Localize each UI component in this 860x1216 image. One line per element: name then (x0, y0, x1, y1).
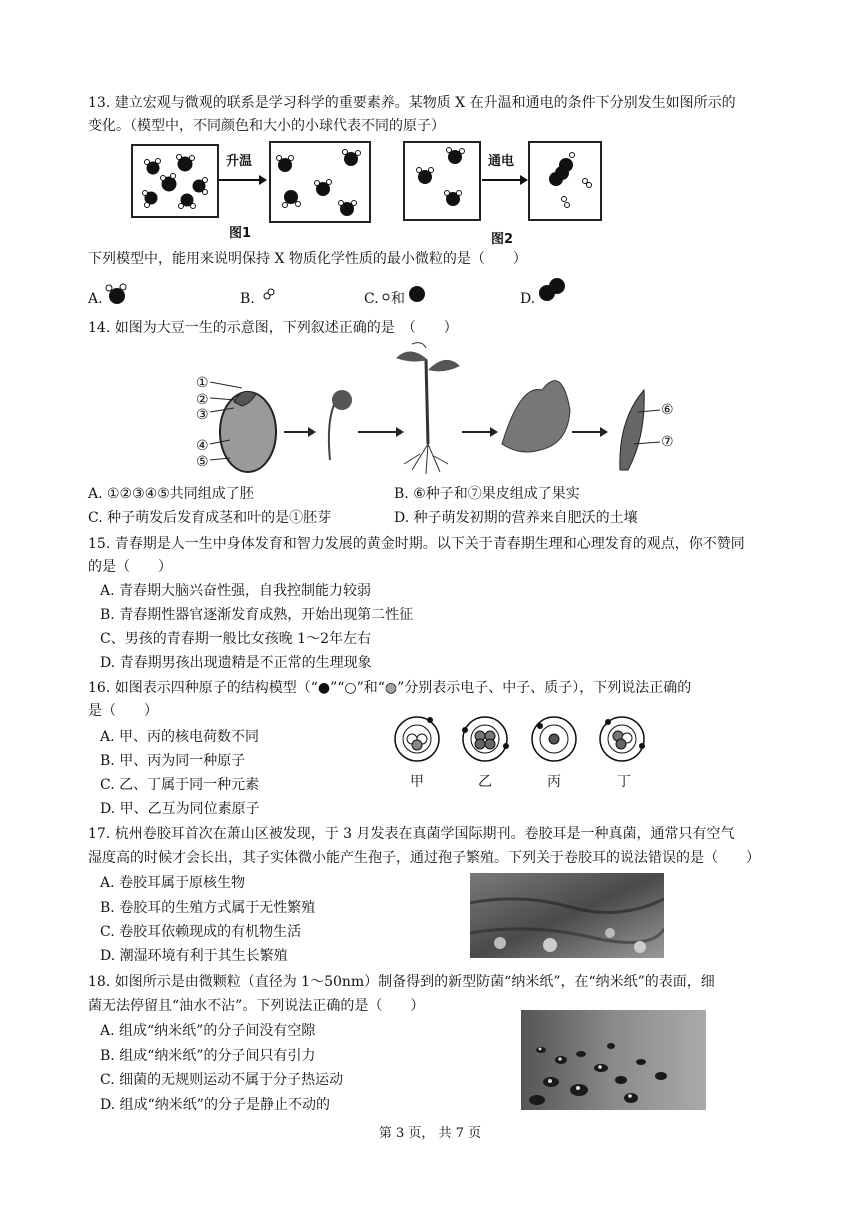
seed-label-5: ⑤ (196, 454, 209, 470)
oxygen-molecule-icon (538, 277, 566, 303)
q15-stem-line2: 的是（ ） (88, 559, 172, 575)
water-molecules-icon (271, 143, 369, 221)
q13-option-c[interactable]: C. (364, 291, 379, 307)
q18-option-c[interactable]: C. 细菌的无规则运动不属于分子热运动 (100, 1072, 344, 1088)
seed-label-4: ④ (196, 438, 209, 454)
arrow-icon (217, 172, 267, 188)
q16-option-a[interactable]: A. 甲、丙的核电荷数不同 (100, 729, 260, 745)
q14-option-c[interactable]: C. 种子萌发后发育成茎和叶的是①胚芽 (88, 510, 332, 526)
atom-ding (600, 717, 645, 761)
q13-option-c-text: 和 (391, 291, 405, 307)
q15-option-a[interactable]: A. 青春期大脑兴奋性强，自我控制能力较弱 (100, 583, 372, 599)
atom-label-bing: 丙 (547, 774, 561, 790)
q15-option-b[interactable]: B. 青春期性器官逐渐发育成熟，开始出现第二性征 (100, 607, 414, 623)
q17-option-c[interactable]: C. 卷胶耳依赖现成的有机物生活 (100, 924, 302, 940)
fig2-box-after (528, 141, 602, 221)
fig1-box-before (131, 144, 219, 218)
q17-option-b[interactable]: B. 卷胶耳的生殖方式属于无性繁殖 (100, 900, 316, 916)
q13-stem-line2: 变化。（模型中，不同颜色和大小的小球代表不同的原子） (88, 118, 445, 134)
q17-stem-line2: 湿度高的时候才会长出，其子实体微小能产生孢子，通过孢子繁殖。下列关于卷胶耳的说法错误的是（ ） (88, 850, 760, 866)
q17-stem-line1: 17. 杭州卷胶耳首次在萧山区被发现，于 3 月发表在真菌学国际期刊。卷胶耳是一种真菌，通常只有空气 (88, 826, 735, 842)
q13-option-d[interactable]: D. (520, 291, 536, 307)
q13-stem-line1: 13. 建立宏观与微观的联系是学习科学的重要素养。某物质 X 在升温和通电的条件下分别发生如图所示的 (88, 95, 736, 111)
q16-stem-line2: 是（ ） (88, 703, 158, 719)
atom-label-ding: 丁 (617, 774, 631, 790)
atom-label-jia: 甲 (410, 774, 424, 790)
q18-stem-line1: 18. 如图所示是由微颗粒（直径为 1～50nm）制备得到的新型防菌“纳米纸”，在“纳米纸”的表面，细 (88, 974, 715, 990)
q14-option-a[interactable]: A. ①②③④⑤共同组成了胚 (88, 486, 254, 502)
oxygen-atom-icon (407, 284, 427, 304)
q16-stem-line1: 16. 如图表示四种原子的结构模型（“●”“○”和“◍”分别表示电子、中子、质子），下列说法正确的 (88, 680, 692, 696)
q16-option-d[interactable]: D. 甲、乙互为同位素原子 (100, 801, 260, 817)
atom-label-yi: 乙 (478, 774, 492, 790)
q15-option-c[interactable]: C、男孩的青春期一般比女孩晚 1～2年左右 (100, 631, 371, 647)
q18-stem-line2: 菌无法停留且“油水不沾”。下列说法正确的是（ ） (88, 998, 425, 1014)
atom-jia (395, 717, 439, 761)
page-footer: 第 3 页， 共 7 页 (378, 1126, 482, 1141)
q18-option-b[interactable]: B. 组成“纳米纸”的分子间只有引力 (100, 1048, 316, 1064)
pod-label-7: ⑦ (661, 434, 674, 450)
fig1-box-after (269, 141, 371, 223)
fig2-caption: 图2 (491, 232, 514, 247)
water-molecule-icon (103, 282, 129, 306)
fig1-caption: 图1 (229, 226, 252, 241)
atom-yi (462, 717, 509, 761)
q15-stem-line1: 15. 青春期是人一生中身体发育和智力发展的黄金时期。以下关于青春期生理和心理发育的观点，你不赞同 (88, 536, 745, 552)
fungus-photo (470, 873, 664, 958)
q16-option-b[interactable]: B. 甲、丙为同一种原子 (100, 753, 246, 769)
q17-option-a[interactable]: A. 卷胶耳属于原核生物 (100, 875, 246, 891)
q13-question: 下列模型中，能用来说明保持 X 物质化学性质的最小微粒的是（ ） (88, 251, 527, 267)
split-molecules-icon (530, 143, 600, 219)
q14-option-d[interactable]: D. 种子萌发初期的营养来自肥沃的土壤 (394, 510, 638, 526)
water-molecules-icon (133, 146, 217, 216)
nano-paper-droplets-photo (521, 1010, 706, 1110)
q18-option-d[interactable]: D. 组成“纳米纸”的分子是静止不动的 (100, 1097, 330, 1113)
water-molecules-icon (405, 143, 479, 219)
atom-models-diagram (392, 714, 652, 768)
pod-label-6: ⑥ (661, 402, 674, 418)
seed-label-2: ② (196, 392, 209, 408)
arrow-label-electrolysis: 通电 (488, 154, 515, 169)
arrow-icon (480, 172, 528, 188)
q15-option-d[interactable]: D. 青春期男孩出现遗精是不正常的生理现象 (100, 655, 372, 671)
q14-stem: 14. 如图为大豆一生的示意图，下列叙述正确的是 （ ） (88, 320, 458, 336)
hydrogen-molecule-icon (262, 287, 276, 301)
seed-label-3: ③ (196, 407, 209, 423)
q17-option-d[interactable]: D. 潮湿环境有利于其生长繁殖 (100, 948, 288, 964)
q18-option-a[interactable]: A. 组成“纳米纸”的分子间没有空隙 (100, 1023, 316, 1039)
atom-bing (532, 717, 576, 761)
q14-option-b[interactable]: B. ⑥种子和⑦果皮组成了果实 (394, 486, 580, 502)
soybean-lifecycle-diagram (190, 340, 680, 480)
seed-label-1: ① (196, 375, 209, 391)
q16-option-c[interactable]: C. 乙、丁属于同一种元素 (100, 777, 260, 793)
q13-option-b[interactable]: B. (240, 291, 255, 307)
hydrogen-atom-icon (381, 292, 391, 302)
arrow-label-heating: 升温 (226, 154, 253, 169)
q13-option-a[interactable]: A. (88, 291, 103, 307)
fig2-box-before (403, 141, 481, 221)
